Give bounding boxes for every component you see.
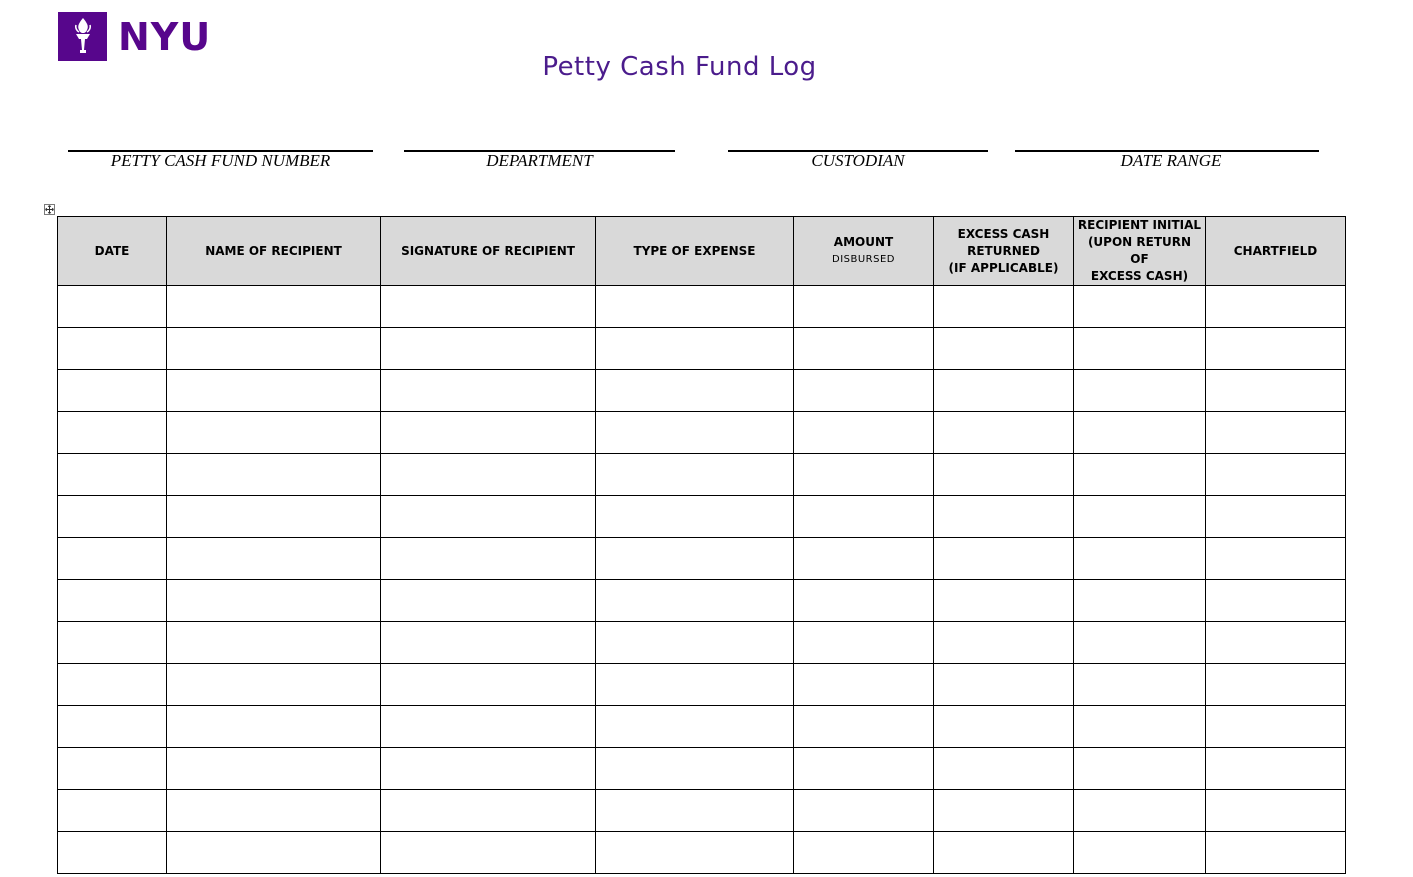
table-cell[interactable]: [381, 454, 596, 496]
table-cell[interactable]: [1206, 454, 1346, 496]
table-cell[interactable]: [167, 286, 381, 328]
table-cell[interactable]: [1206, 832, 1346, 874]
table-cell[interactable]: [596, 832, 794, 874]
table-cell[interactable]: [596, 580, 794, 622]
table-cell[interactable]: [934, 790, 1074, 832]
table-cell[interactable]: [167, 832, 381, 874]
table-cell[interactable]: [58, 454, 167, 496]
page-title: Petty Cash Fund Log: [542, 52, 817, 82]
table-row: [58, 412, 1346, 454]
table-cell[interactable]: [934, 286, 1074, 328]
table-cell[interactable]: [1206, 622, 1346, 664]
table-cell[interactable]: [1074, 370, 1206, 412]
table-cell[interactable]: [381, 496, 596, 538]
table-row: [58, 538, 1346, 580]
table-cell[interactable]: [167, 580, 381, 622]
table-cell[interactable]: [934, 832, 1074, 874]
table-cell[interactable]: [794, 832, 934, 874]
table-cell[interactable]: [381, 412, 596, 454]
table-row: [58, 454, 1346, 496]
table-row: [58, 496, 1346, 538]
table-cell[interactable]: [58, 580, 167, 622]
header-amount-disbursed: [794, 217, 934, 286]
table-cell[interactable]: [381, 832, 596, 874]
table-cell[interactable]: [596, 622, 794, 664]
logo-wordmark: NYU: [118, 14, 212, 59]
table-cell[interactable]: [167, 370, 381, 412]
table-cell[interactable]: [1074, 706, 1206, 748]
table-cell[interactable]: [167, 538, 381, 580]
table-cell[interactable]: [596, 496, 794, 538]
field-department: [404, 150, 675, 170]
table-cell[interactable]: [596, 706, 794, 748]
table-cell[interactable]: [1206, 328, 1346, 370]
table-cell[interactable]: [794, 328, 934, 370]
header-chartfield: CHARTFIELD: [1206, 217, 1346, 286]
table-cell[interactable]: [381, 706, 596, 748]
table-cell[interactable]: [58, 790, 167, 832]
table-cell[interactable]: [1206, 664, 1346, 706]
header-date: DATE: [58, 217, 167, 286]
table-cell[interactable]: [596, 790, 794, 832]
table-cell[interactable]: [794, 538, 934, 580]
table-cell[interactable]: [381, 622, 596, 664]
table-cell[interactable]: [58, 328, 167, 370]
table-cell[interactable]: [1074, 580, 1206, 622]
table-cell[interactable]: [381, 286, 596, 328]
table-cell[interactable]: [1074, 748, 1206, 790]
field-label: PETTY CASH FUND NUMBER: [110, 151, 331, 170]
table-cell[interactable]: [58, 538, 167, 580]
table-cell[interactable]: [934, 328, 1074, 370]
table-cell[interactable]: [58, 706, 167, 748]
table-cell[interactable]: [381, 580, 596, 622]
table-move-handle-icon[interactable]: [44, 204, 55, 215]
field-petty-cash-fund-number: [68, 150, 373, 170]
petty-cash-log-table: [57, 216, 1346, 874]
table-cell[interactable]: [596, 538, 794, 580]
table-cell[interactable]: [1074, 538, 1206, 580]
header-amount-label: AMOUNT: [833, 235, 894, 249]
table-cell[interactable]: [794, 286, 934, 328]
table-row: [58, 832, 1346, 874]
table-cell[interactable]: [167, 496, 381, 538]
table-cell[interactable]: [794, 748, 934, 790]
table-row: [58, 370, 1346, 412]
field-custodian: [728, 150, 988, 170]
table-cell[interactable]: [167, 748, 381, 790]
table-cell[interactable]: [1074, 328, 1206, 370]
table-cell[interactable]: [596, 370, 794, 412]
table-cell[interactable]: [381, 328, 596, 370]
table-cell[interactable]: [58, 496, 167, 538]
table-cell[interactable]: [794, 454, 934, 496]
table-row: [58, 286, 1346, 328]
table-cell[interactable]: [934, 496, 1074, 538]
table-cell[interactable]: [794, 580, 934, 622]
field-date-range: [1015, 150, 1319, 170]
table-cell[interactable]: [58, 832, 167, 874]
table-cell[interactable]: [794, 706, 934, 748]
table-cell[interactable]: [934, 748, 1074, 790]
table-cell[interactable]: [794, 664, 934, 706]
table-cell[interactable]: [1074, 496, 1206, 538]
table-cell[interactable]: [58, 412, 167, 454]
table-cell[interactable]: [1206, 496, 1346, 538]
table-cell[interactable]: [1206, 790, 1346, 832]
header-signature-of-recipient: SIGNATURE OF RECIPIENT: [381, 217, 596, 286]
table-cell[interactable]: [1206, 706, 1346, 748]
table-body: [58, 286, 1346, 874]
table-cell[interactable]: [934, 706, 1074, 748]
table-cell[interactable]: [794, 370, 934, 412]
table-cell[interactable]: [58, 370, 167, 412]
table-cell[interactable]: [167, 706, 381, 748]
header-recipient-initial: RECIPIENT INITIAL (UPON RETURN OF EXCESS CASH): [1074, 217, 1206, 286]
table-cell[interactable]: [1074, 454, 1206, 496]
header-amount-sublabel: DISBURSED: [832, 254, 895, 265]
table-row: [58, 328, 1346, 370]
table-cell[interactable]: [596, 328, 794, 370]
table-cell[interactable]: [934, 370, 1074, 412]
table-cell[interactable]: [794, 496, 934, 538]
table-cell[interactable]: [58, 286, 167, 328]
table-cell[interactable]: [596, 412, 794, 454]
table-cell[interactable]: [1206, 748, 1346, 790]
header-excess-cash-returned: EXCESS CASH RETURNED (IF APPLICABLE): [934, 217, 1074, 286]
table-cell[interactable]: [167, 622, 381, 664]
field-label: DEPARTMENT: [486, 151, 593, 170]
table-cell[interactable]: [1074, 790, 1206, 832]
table-cell[interactable]: [167, 664, 381, 706]
table-cell[interactable]: [167, 790, 381, 832]
field-label: DATE RANGE: [1120, 151, 1222, 170]
table-row: [58, 622, 1346, 664]
table-cell[interactable]: [596, 748, 794, 790]
table-cell[interactable]: [1074, 412, 1206, 454]
table-cell[interactable]: [596, 286, 794, 328]
table-cell[interactable]: [1206, 412, 1346, 454]
table-cell[interactable]: [794, 412, 934, 454]
table-cell[interactable]: [381, 790, 596, 832]
header-type-of-expense: TYPE OF EXPENSE: [596, 217, 794, 286]
table-cell[interactable]: [934, 580, 1074, 622]
table-cell[interactable]: [1206, 370, 1346, 412]
table-cell[interactable]: [934, 538, 1074, 580]
table-cell[interactable]: [1074, 286, 1206, 328]
table-cell[interactable]: [1074, 832, 1206, 874]
table-cell[interactable]: [1074, 664, 1206, 706]
table-cell[interactable]: [381, 664, 596, 706]
table-cell[interactable]: [794, 622, 934, 664]
table-cell[interactable]: [794, 790, 934, 832]
table-cell[interactable]: [596, 664, 794, 706]
field-label: CUSTODIAN: [811, 151, 905, 170]
table-cell[interactable]: [58, 622, 167, 664]
table-cell[interactable]: [1206, 538, 1346, 580]
header-name-of-recipient: NAME OF RECIPIENT: [167, 217, 381, 286]
table-cell[interactable]: [381, 748, 596, 790]
table-cell[interactable]: [167, 412, 381, 454]
table-cell[interactable]: [167, 328, 381, 370]
table-cell[interactable]: [1074, 622, 1206, 664]
table-cell[interactable]: [167, 454, 381, 496]
table-cell[interactable]: [1206, 580, 1346, 622]
table-header-row: [58, 217, 1346, 286]
table-cell[interactable]: [934, 622, 1074, 664]
table-cell[interactable]: [381, 370, 596, 412]
table-row: [58, 664, 1346, 706]
table-cell[interactable]: [58, 664, 167, 706]
table-cell[interactable]: [934, 412, 1074, 454]
table-cell[interactable]: [58, 748, 167, 790]
table-cell[interactable]: [1206, 286, 1346, 328]
table-cell[interactable]: [596, 454, 794, 496]
table-row: [58, 748, 1346, 790]
table-cell[interactable]: [934, 454, 1074, 496]
table-row: [58, 580, 1346, 622]
table-row: [58, 790, 1346, 832]
table-cell[interactable]: [934, 664, 1074, 706]
table-row: [58, 706, 1346, 748]
table-cell[interactable]: [381, 538, 596, 580]
